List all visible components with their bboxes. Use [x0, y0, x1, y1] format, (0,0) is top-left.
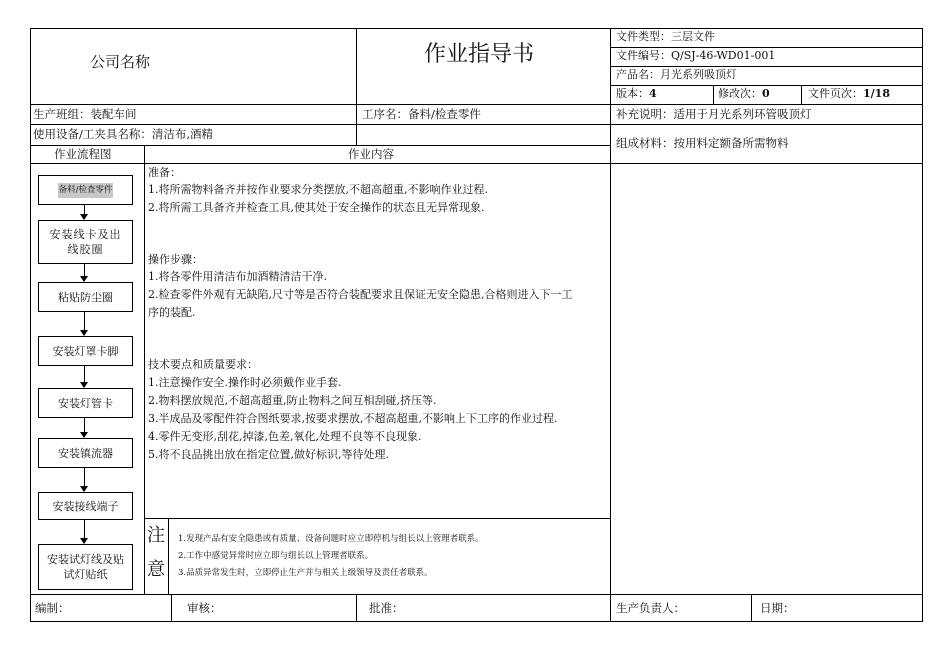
version-value: 4: [649, 87, 657, 100]
flow-step-label: 安装灯罩卡脚: [52, 344, 119, 358]
tech-item: 2.物料摆放规范,不超高超重,防止物料之间互相刮碰,挤压等.: [148, 394, 437, 407]
page-label: 文件页次：: [808, 87, 863, 100]
flow-column-header: 作业流程图: [54, 147, 112, 161]
product-name: 产品名：月光系列吸顶灯: [616, 68, 737, 81]
doc-type: 文件类型：三层文件: [616, 30, 715, 43]
doc-number: 文件编号：Q/SJ-46-WD01-001: [616, 49, 776, 62]
tech-title: 技术要点和质量要求：: [148, 358, 258, 371]
note-item: 3.品质异常发生时，立即停止生产并与相关上级领导及责任者联系。: [178, 568, 433, 578]
revision-value: 0: [762, 87, 770, 100]
production-team: 生产班组：装配车间: [33, 107, 137, 121]
flow-step-label: 备料/检查零件: [58, 183, 114, 198]
approver-field: 批准：: [369, 601, 404, 615]
flow-step-label: 安装线卡及出线胶圈: [49, 228, 122, 256]
flow-step-label: 安装接线端子: [52, 499, 119, 513]
flow-arrow: [84, 311, 85, 335]
notes-label-top: 注: [147, 525, 165, 546]
flow-step: [38, 175, 133, 205]
company-name: 公司名称: [90, 53, 151, 71]
prep-item: 1.将所需物料备齐并按作业要求分类摆放,不超高超重,不影响作业过程.: [148, 183, 488, 196]
production-manager-field: 生产负责人：: [616, 601, 685, 615]
tech-item: 1.注意操作安全.操作时必须戴作业手套.: [148, 376, 342, 389]
flow-step: [38, 220, 133, 264]
document-title: 作业指导书: [424, 42, 535, 67]
tech-item: 3.半成品及零配件符合图纸要求,按要求摆放,不超高超重,不影响上下工序的作业过程.: [148, 412, 558, 425]
prep-item: 2.将所需工具备齐并检查工具,使其处于安全操作的状态且无异常现象.: [148, 201, 485, 214]
tech-item: 4.零件无变形,刮花,掉漆,色差,氧化,处理不良等不良现象.: [148, 430, 422, 443]
flow-arrow: [84, 263, 85, 281]
flow-step-label: 安装试灯线及贴试灯贴纸: [47, 553, 124, 581]
flow-step: [38, 438, 133, 468]
version-label: 版本：: [616, 87, 649, 100]
flow-step-label: 粘贴防尘圈: [58, 290, 113, 304]
note-item: 2.工作中感觉异常时应立即与组长以上管理者联系。: [178, 551, 374, 561]
supplement-note: 补充说明：适用于月光系列环管吸顶灯: [616, 107, 812, 121]
note-item: 1.发现产品有安全隐患或有质量、设备问题时应立即停机与组长以上管理者联系。: [178, 534, 484, 544]
revision-label: 修改次：: [718, 87, 762, 100]
content-column-header: 作业内容: [348, 147, 394, 161]
notes-label-bottom: 意: [147, 559, 165, 580]
equipment-name: 使用设备/工夹具名称：清洁布,酒精: [33, 127, 214, 141]
flow-step-label: 安装灯管卡: [58, 396, 113, 410]
reviewer-field: 审核：: [187, 601, 222, 615]
flow-step: [38, 282, 133, 312]
step-item: 1.将各零件用清洁布加酒精清洁干净.: [148, 270, 327, 283]
flow-step-label: 安装镇流器: [58, 446, 113, 460]
flow-step: [38, 544, 133, 590]
tech-item: 5.将不良品挑出放在指定位置,做好标识,等待处理.: [148, 448, 389, 461]
date-field: 日期：: [760, 601, 795, 615]
flow-arrow: [84, 519, 85, 543]
editor-field: 编制：: [35, 601, 70, 615]
step-item: 序的装配.: [148, 306, 196, 319]
page-value: 1/18: [863, 87, 890, 100]
flow-step: [38, 336, 133, 366]
page-field: [808, 87, 890, 101]
flow-arrow: [84, 417, 85, 437]
flow-step: [38, 492, 133, 520]
materials-note: 组成材料：按用料定额备所需物料: [616, 136, 789, 150]
flow-arrow: [84, 365, 85, 387]
revision-field: [718, 87, 770, 101]
steps-title: 操作步骤：: [148, 253, 203, 266]
step-item: 2.检查零件外观有无缺陷,尺寸等是否符合装配要求且保证无安全隐患,合格则进入下一工: [148, 288, 573, 301]
flow-step: [38, 388, 133, 418]
process-name: 工序名：备料/检查零件: [362, 107, 481, 121]
prep-title: 准备：: [148, 166, 181, 179]
flow-arrow: [84, 204, 85, 219]
flow-arrow: [84, 467, 85, 491]
version-field: [616, 87, 657, 101]
